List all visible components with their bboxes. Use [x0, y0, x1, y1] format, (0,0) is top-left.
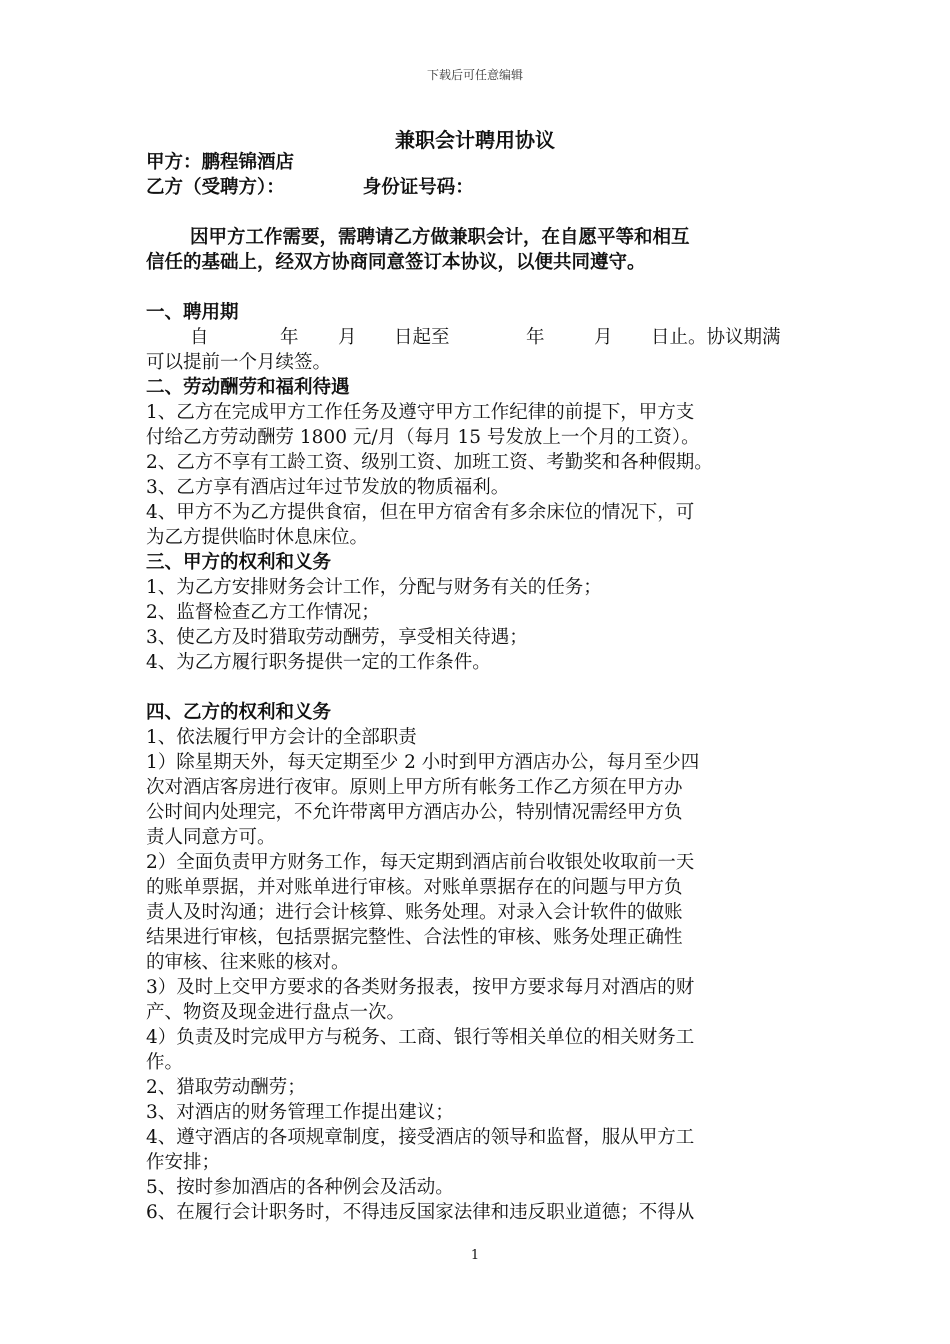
- party-b-duty-line: 次对酒店客房进行夜审。原则上甲方所有帐务工作乙方须在甲方办: [146, 777, 683, 798]
- document-title: 兼职会计聘用协议: [395, 128, 555, 152]
- party-a-duty-line: 1、为乙方安排财务会计工作，分配与财务有关的任务；: [146, 577, 602, 598]
- section-heading-compensation: 二、劳动酬劳和福利待遇: [146, 377, 350, 398]
- compensation-line: 4、甲方不为乙方提供食宿，但在甲方宿舍有多余床位的情况下，可: [146, 502, 695, 523]
- term-year-1: 年: [280, 327, 299, 348]
- party-b-duty-line: 2）全面负责甲方财务工作，每天定期到酒店前台收银处收取前一天: [146, 852, 695, 873]
- header-note: 下载后可任意编辑: [426, 68, 523, 82]
- term-day-1: 日起至: [394, 327, 450, 348]
- party-b-duty-line: 6、在履行会计职务时，不得违反国家法律和违反职业道德；不得从: [146, 1202, 695, 1223]
- party-a-duty-line: 2、监督检查乙方工作情况；: [146, 602, 380, 623]
- section-heading-term: 一、聘用期: [146, 302, 239, 323]
- party-b-line: [146, 175, 816, 200]
- term-from: 自: [190, 327, 209, 348]
- compensation-line: 1、乙方在完成甲方工作任务及遵守甲方工作纪律的前提下，甲方支: [146, 402, 695, 423]
- party-b-duty-line: 结果进行审核，包括票据完整性、合法性的审核、账务处理正确性: [146, 927, 683, 948]
- document-body: [146, 150, 816, 1225]
- section-heading-party-b-rights: 四、乙方的权利和义务: [146, 702, 332, 723]
- party-b-duty-line: 的审核、往来账的核对。: [146, 952, 350, 973]
- compensation-line: 为乙方提供临时休息床位。: [146, 527, 369, 548]
- party-b-label: 乙方（受聘方）：: [146, 177, 285, 198]
- party-b-duty-line: 公时间内处理完，不允许带离甲方酒店办公，特别情况需经甲方负: [146, 802, 683, 823]
- party-b-duty-line: 产、物资及现金进行盘点一次。: [146, 1002, 406, 1023]
- party-a-duty-line: 4、为乙方履行职务提供一定的工作条件。: [146, 652, 491, 673]
- party-b-duty-line: 1、依法履行甲方会计的全部职责: [146, 727, 417, 748]
- compensation-line: 3、乙方享有酒店过年过节发放的物质福利。: [146, 477, 510, 498]
- party-b-duty-line: 1）除星期天外，每天定期至少 2 小时到甲方酒店办公，每月至少四: [146, 752, 700, 773]
- term-month-2: 月: [594, 327, 613, 348]
- party-b-duty-line: 的账单票据，并对账单进行审核。对账单票据存在的问题与甲方负: [146, 877, 683, 898]
- section-heading-party-a-rights: 三、甲方的权利和义务: [146, 552, 332, 573]
- term-period-line: [146, 325, 816, 350]
- party-b-duty-line: 3、对酒店的财务管理工作提出建议；: [146, 1102, 454, 1123]
- page-number: 1: [470, 1248, 480, 1263]
- intro-line-1: 因甲方工作需要，需聘请乙方做兼职会计，在自愿平等和相互: [190, 227, 690, 248]
- party-b-duty-line: 责人同意方可。: [146, 827, 276, 848]
- party-b-duty-line: 作。: [146, 1052, 184, 1073]
- party-b-duty-line: 2、猎取劳动酬劳；: [146, 1077, 306, 1098]
- party-b-duty-line: 4）负责及时完成甲方与税务、工商、银行等相关单位的相关财务工: [146, 1027, 695, 1048]
- compensation-line: 付给乙方劳动酬劳 1800 元/月（每月 15 号发放上一个月的工资）。: [146, 427, 700, 448]
- intro-line-2: 信任的基础上，经双方协商同意签订本协议，以便共同遵守。: [146, 252, 646, 273]
- party-b-duty-line: 作安排；: [146, 1152, 221, 1173]
- id-number-label: 身份证号码：: [362, 177, 474, 198]
- party-b-duty-line: 3）及时上交甲方要求的各类财务报表，按甲方要求每月对酒店的财: [146, 977, 695, 998]
- party-b-duty-line: 4、遵守酒店的各项规章制度，接受酒店的领导和监督，服从甲方工: [146, 1127, 695, 1148]
- party-a: 甲方：鹏程锦酒店: [146, 152, 295, 173]
- party-a-duty-line: 3、使乙方及时猎取劳动酬劳，享受相关待遇；: [146, 627, 528, 648]
- party-b-duty-line: 5、按时参加酒店的各种例会及活动。: [146, 1177, 454, 1198]
- term-month-1: 月: [338, 327, 357, 348]
- term-year-2: 年: [526, 327, 545, 348]
- term-continuation: 可以提前一个月续签。: [146, 352, 332, 373]
- compensation-line: 2、乙方不享有工龄工资、级别工资、加班工资、考勤奖和各种假期。: [146, 452, 713, 473]
- term-day-2: 日止。协议期满: [651, 327, 781, 348]
- party-b-duty-line: 责人及时沟通；进行会计核算、账务处理。对录入会计软件的做账: [146, 902, 683, 923]
